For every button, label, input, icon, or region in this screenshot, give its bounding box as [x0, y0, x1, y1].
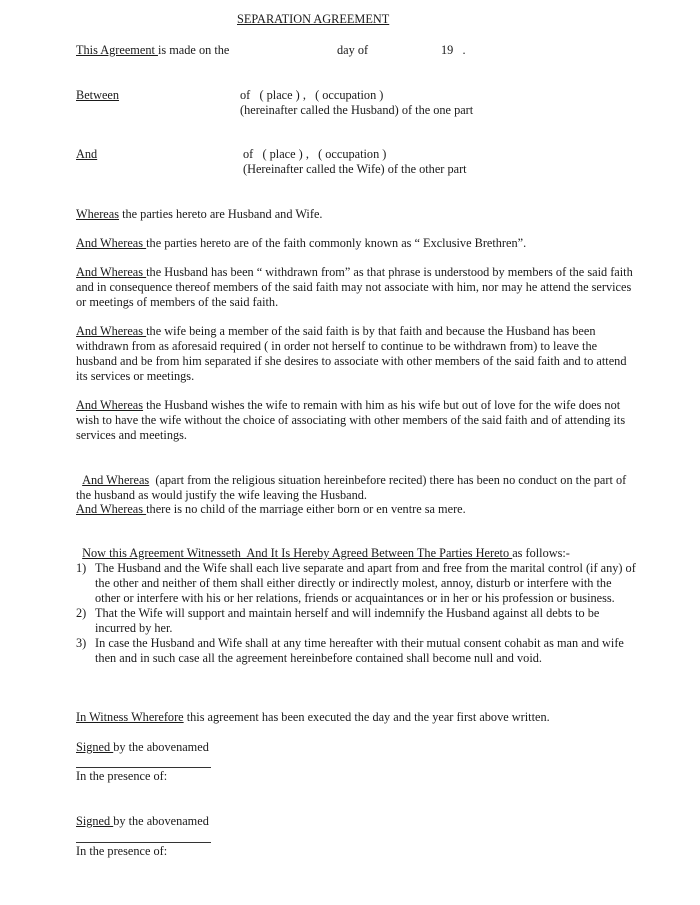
signature-line — [76, 767, 211, 768]
signed-text: by the abovenamed — [113, 740, 209, 754]
signature-line — [76, 842, 211, 843]
clause-number: 3) — [76, 636, 87, 650]
recital-5 — [76, 398, 636, 443]
recital-1 — [76, 207, 636, 222]
opening-lead: This Agreement — [76, 43, 158, 57]
recital-lead: And Whereas — [76, 502, 147, 516]
recital-text: there is no child of the marriage either born or en ventre sa mere. — [146, 502, 466, 516]
clause-number: 2) — [76, 606, 87, 620]
clause-item — [76, 561, 636, 606]
signed-text: by the abovenamed — [113, 814, 209, 828]
opening-year: 19 . — [441, 43, 466, 57]
clause-item — [76, 636, 636, 666]
opening-day-of: day of — [337, 43, 369, 57]
signed-lead: Signed — [76, 740, 114, 754]
clause-text: In case the Husband and Wife shall at any time hereafter with their mutual consent cohabit as man and wife then and in such case all the agreement hereinbefore contained shall become null and void. — [95, 636, 624, 665]
clause-text: The Husband and the Wife shall each live separate and apart from and free from the marital control (if any) of the other and neither of them shall either directly or indirectly molest, annoy, disturb or interfere with the other or interfere with his or her relations, friends or acquaintances or in her or his profession or business. — [95, 561, 636, 605]
recital-text: the Husband has been “ withdrawn from” as that phrase is understood by members of the said faith and in consequence thereof members of the said faith may not associate with him, nor may he attend the services or meetings of members of the said faith. — [76, 265, 633, 309]
recital-text: the Husband wishes the wife to remain with him as his wife but out of love for the wife does not wish to have the wife without the choice of associating with other members of the said faith and of attending its services and meetings. — [76, 398, 626, 442]
recital-lead: And Whereas — [82, 473, 150, 487]
recital-2 — [76, 236, 636, 251]
witnesseth-line — [76, 531, 636, 561]
recital-lead: And Whereas — [76, 265, 147, 279]
signed-line-1 — [76, 740, 636, 755]
clause-item — [76, 606, 636, 636]
opening-made-on: is made on the — [157, 43, 230, 57]
clause-number: 1) — [76, 561, 87, 575]
signed-lead: Signed — [76, 814, 114, 828]
witnesseth-lead: Now this Agreement Witnesseth And It Is Hereby Agreed Between The Parties Hereto — [82, 546, 513, 560]
document-title: SEPARATION AGREEMENT — [237, 12, 390, 26]
clauses-list — [76, 561, 636, 666]
clause-text: That the Wife will support and maintain herself and will indemnify the Husband against all debts to be incurred by her. — [95, 606, 600, 635]
opening-line — [76, 43, 229, 58]
between-line-2: (hereinafter called the Husband) of the one part — [240, 103, 474, 117]
in-witness-line — [76, 710, 636, 725]
recital-4 — [76, 324, 636, 384]
and-line-2: (Hereinafter called the Wife) of the other part — [243, 162, 467, 176]
in-witness-text: this agreement has been executed the day and the year first above written. — [183, 710, 550, 724]
recital-7 — [76, 502, 636, 517]
and-line-1: of ( place ) , ( occupation ) — [243, 147, 387, 161]
recital-text: (apart from the religious situation hereinbefore recited) there has been no conduct on the part of the husband as would justify the wife leaving the Husband. — [76, 473, 630, 502]
recital-lead: Whereas — [76, 207, 120, 221]
recital-text: the parties hereto are of the faith commonly known as “ Exclusive Brethren”. — [146, 236, 527, 250]
recital-lead: And Whereas — [76, 324, 147, 338]
witnesseth-text: as follows:- — [512, 546, 570, 560]
between-line-1: of ( place ) , ( occupation ) — [240, 88, 384, 102]
signed-line-2 — [76, 814, 636, 829]
in-witness-lead: In Witness Wherefore — [76, 710, 184, 724]
presence-line-1: In the presence of: — [76, 769, 168, 783]
between-label: Between — [76, 88, 120, 102]
recital-lead: And Whereas — [76, 398, 144, 412]
recital-3 — [76, 265, 636, 310]
presence-line-2: In the presence of: — [76, 844, 168, 858]
recital-text: the parties hereto are Husband and Wife. — [119, 207, 323, 221]
recital-text: the wife being a member of the said faith is by that faith and because the Husband has been withdrawn from as aforesaid required ( in order not herself to continue to be withdrawn from) to leave the husband and be from him separated if she desires to associate with other members of the said faith and to attend its services or meetings. — [76, 324, 627, 383]
recital-lead: And Whereas — [76, 236, 147, 250]
and-label: And — [76, 147, 98, 161]
recital-6 — [76, 458, 636, 503]
